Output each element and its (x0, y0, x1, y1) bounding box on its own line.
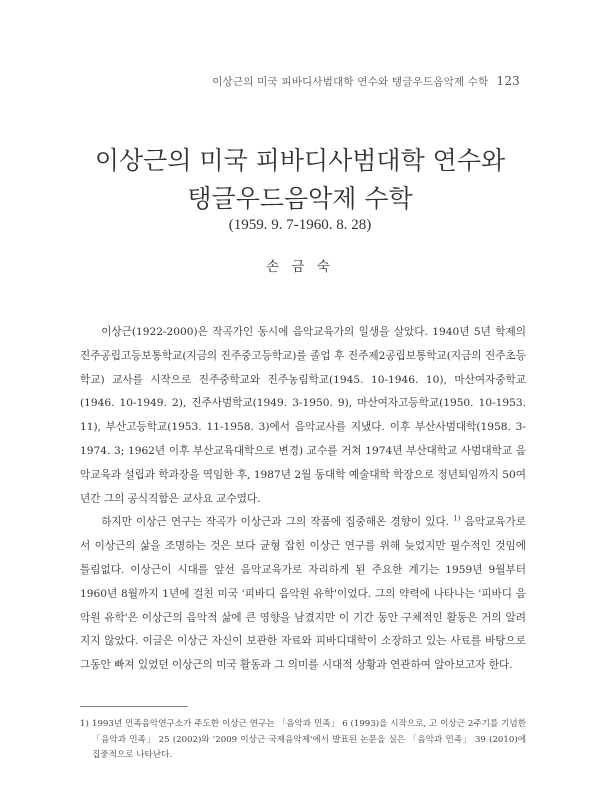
body-paragraph-1: 이상근(1922-2000)은 작곡가인 동시에 음악교육가의 일생을 살았다. 1940년 5년 학제의 진주공립고등보통학교(지금의 진주중고등학교)를 졸업 후 진주제2공립보통학교(지금의 진주초등학교) 교사를 시작으로 진주중학교와 진주농림학교(1945. 10-1946. 10), 마산여자중학교(1946. 10-1949. 2), 진주사범학교(1949. 3-1950. 9), 마산여자고등학교(1950. 10-1953. 11), 부산고등학교(1953. 11-1958. 3)에서 음악교사를 지냈다. 이후 부산사범대학(1958. 3-1974. 3; 1962년 이후 부산교육대학으로 변경) 교수를 거쳐 1974년 부산대학교 사범대학교 음악교육과 설립과 학과장을 역임한 후, 1987년 2월 동대학 예술대학 학장으로 정년퇴임까지 50여 년간 그의 공식직함은 교사요 교수였다. (80, 326, 526, 505)
footnote-text: 1993년 민족음악연구소가 주도한 이상근 연구는 「음악과 민족」 6 (1993)을 시작으로, 고 이상근 2주기를 기념한 「음악과 민족」 25 (2002)와 '2009 이상근 국제음악제'에서 발표된 논문을 실은 「음악과 민족」 39 (2010)에 집중적으로 나타난다. (92, 719, 526, 760)
paragraph-2-part-1: 하지만 이상근 연구는 작곡가 이상근과 그의 작품에 집중해온 경향이 있다. (101, 516, 450, 529)
running-title: 이상근의 미국 피바디사범대학 연수와 탱글우드음악제 수학 (212, 76, 489, 88)
body-paragraph-2 (80, 511, 526, 678)
paragraph-2-part-2: 음악교육가로서 이상근의 삶을 조명하는 것은 보다 균형 잡힌 이상근 연구를 위해 늦었지만 필수적인 것임에 틀림없다. 이상근이 시대를 앞선 음악교육가로 자리하게 된 주요한 계기는 1959년 9월부터 1960년 8월까지 1년에 걸친 미국 '피바디 음악원 유학'이었다. 그의 약력에 나타나는 '피바디 음악원 유학'은 이상근의 음악적 삶에 큰 영향을 남겼지만 이 기간 동안 구체적인 활동은 거의 알려지지 않았다. 이글은 이상근 자신이 보관한 자료와 피바디대학이 소장하고 있는 사료를 바탕으로 그동안 빠져 있었던 이상근의 미국 활동과 그 의미를 시대적 상황과 연관하여 알아보고자 한다. (80, 516, 526, 672)
page-number: 123 (496, 74, 520, 88)
title-line-2: 탱글우드음악제 수학 (187, 184, 413, 213)
running-header (212, 74, 520, 89)
title-dates: (1959. 9. 7-1960. 8. 28) (228, 217, 372, 233)
title-line-1: 이상근의 미국 피바디사범대학 연수와 (94, 146, 506, 175)
footnote-number: 1) (80, 719, 89, 729)
footnote-divider (80, 706, 188, 707)
footnote (80, 717, 526, 764)
author-name: 손 금 숙 (266, 259, 334, 275)
article-body (80, 321, 526, 678)
footnote-reference: 1) (453, 514, 461, 523)
article-title (0, 142, 600, 218)
